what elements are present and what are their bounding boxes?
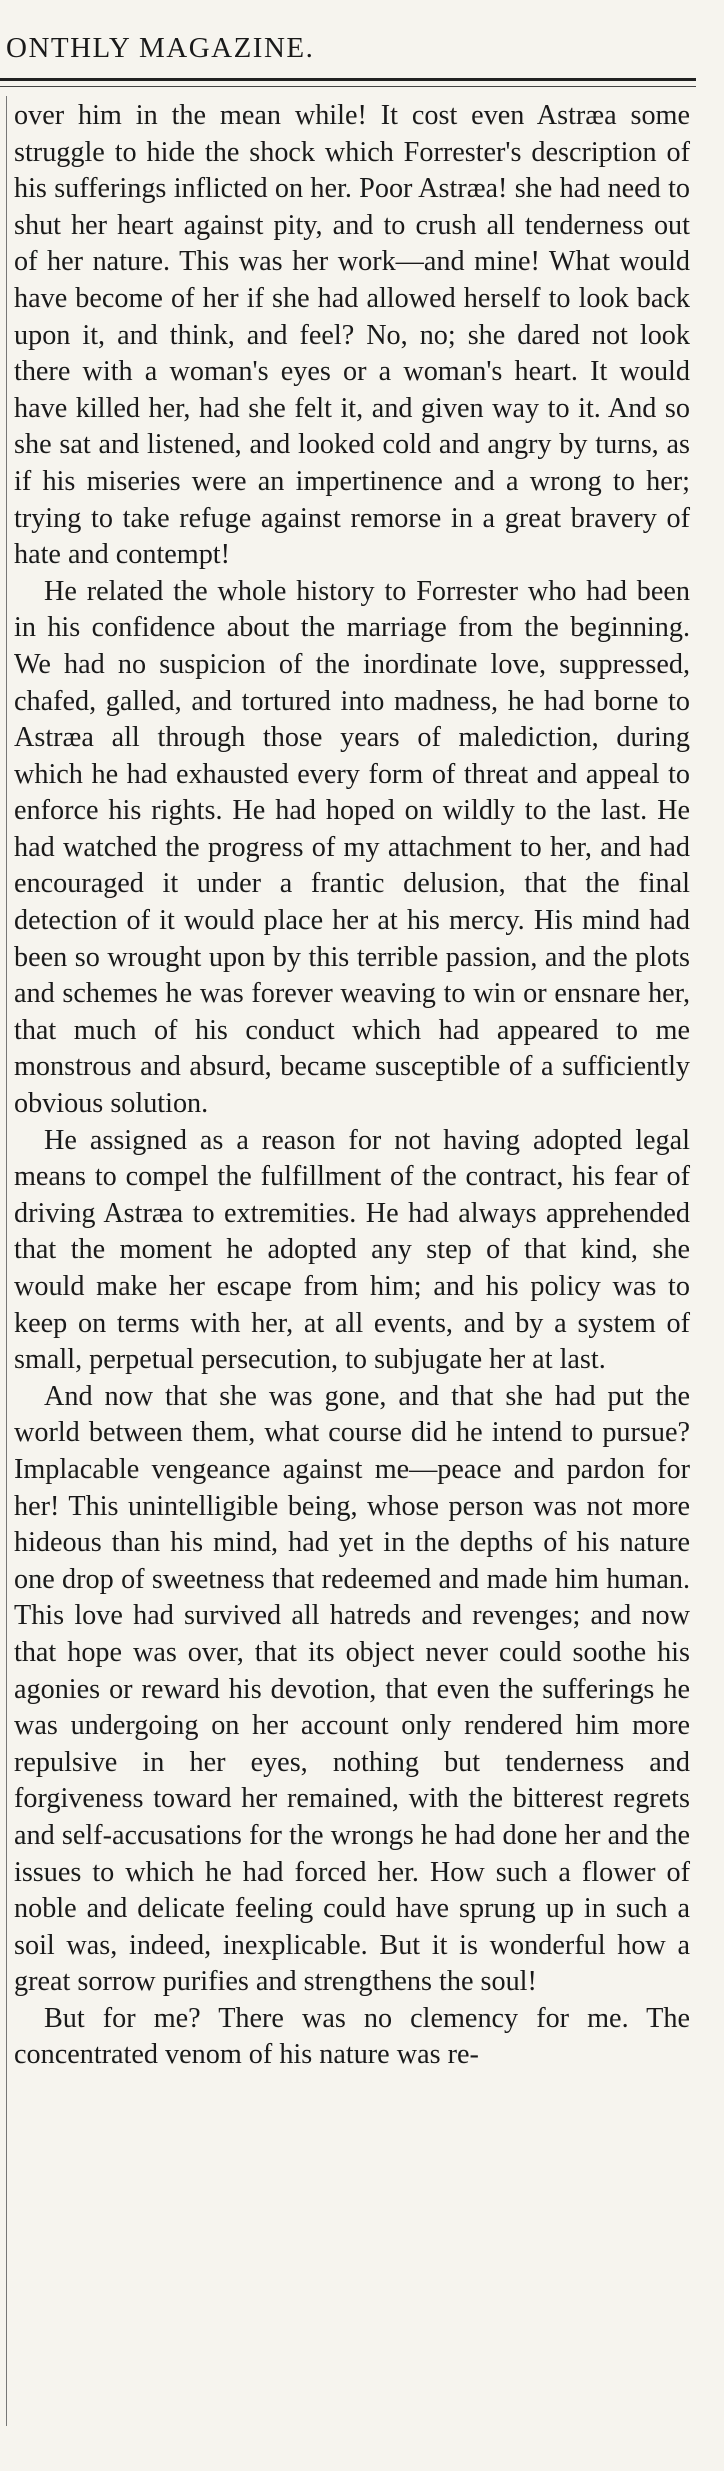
paragraph-4: And now that she was gone, and that she had put the world between them, what course did he intend to pursue? Implacable vengeance against me—peace and pardon for her! This unintelligible being, whose person was not more hideous than his mind, had yet in the depths of his nature one drop of sweetness that redeemed and made him human. This love had survived all hatreds and revenges; and now that hope was over, that its object never could soothe his agonies or reward his devotion, that even the sufferings he was undergoing on her account only rendered him more repulsive in her eyes, nothing but tenderness and forgiveness toward her remained, with the bitterest regrets and self-accusations for the wrongs he had done her and the issues to which he had forced her. How such a flower of noble and delicate feeling could have sprung up in such a soil was, indeed, inexplicable. But it is wonderful how a great sorrow purifies and strengthens the soul! (14, 1380, 690, 1998)
article-column (14, 98, 690, 2074)
paragraph-3: He assigned as a reason for not having adopted legal means to compel the fulfillment of the contract, his fear of driving Astræa to extremities. He had always apprehended that the moment he adopted any step of that kind, she would make her escape from him; and his policy was to keep on terms with her, at all events, and by a system of small, perpetual persecution, to subjugate her at last. (14, 1124, 690, 1376)
paragraph-2: He related the whole history to Forrester who had been in his confidence about the marriage from the beginning. We had no suspicion of the inordinate love, suppressed, chafed, galled, and tortured into madness, he had borne to Astræa all through those years of malediction, during which he had exhausted every form of threat and appeal to enforce his rights. He had hoped on wildly to the last. He had watched the progress of my attachment to her, and had encouraged it under a frantic delusion, that the final detection of it would place her at his mercy. His mind had been so wrought upon by this terrible passion, and the plots and schemes he was forever weaving to win or ensnare her, that much of his conduct which had appeared to me monstrous and absurd, became susceptible of a sufficiently obvious solution. (14, 575, 690, 1120)
paragraph-1: over him in the mean while! It cost even Astræa some struggle to hide the shock which Forrester's description of his sufferings inflicted on her. Poor Astræa! she had need to shut her heart against pity, and to crush all tenderness out of her nature. This was her work—and mine! What would have become of her if she had allowed herself to look back upon it, and think, and feel? No, no; she dared not look there with a woman's eyes or a woman's heart. It would have killed her, had she felt it, and given way to it. And so she sat and listened, and looked cold and angry by turns, as if his miseries were an impertinence and a wrong to her; trying to take refuge against remorse in a great bravery of hate and contempt! (14, 100, 690, 571)
running-head-title: ONTHLY MAGAZINE. (6, 32, 315, 64)
header-rule-thin (0, 86, 696, 87)
column-rule (6, 96, 7, 2426)
header-rule-thick (0, 78, 696, 81)
paragraph-5: But for me? There was no clemency for me. The concentrated venom of his nature was re- (14, 2002, 690, 2071)
